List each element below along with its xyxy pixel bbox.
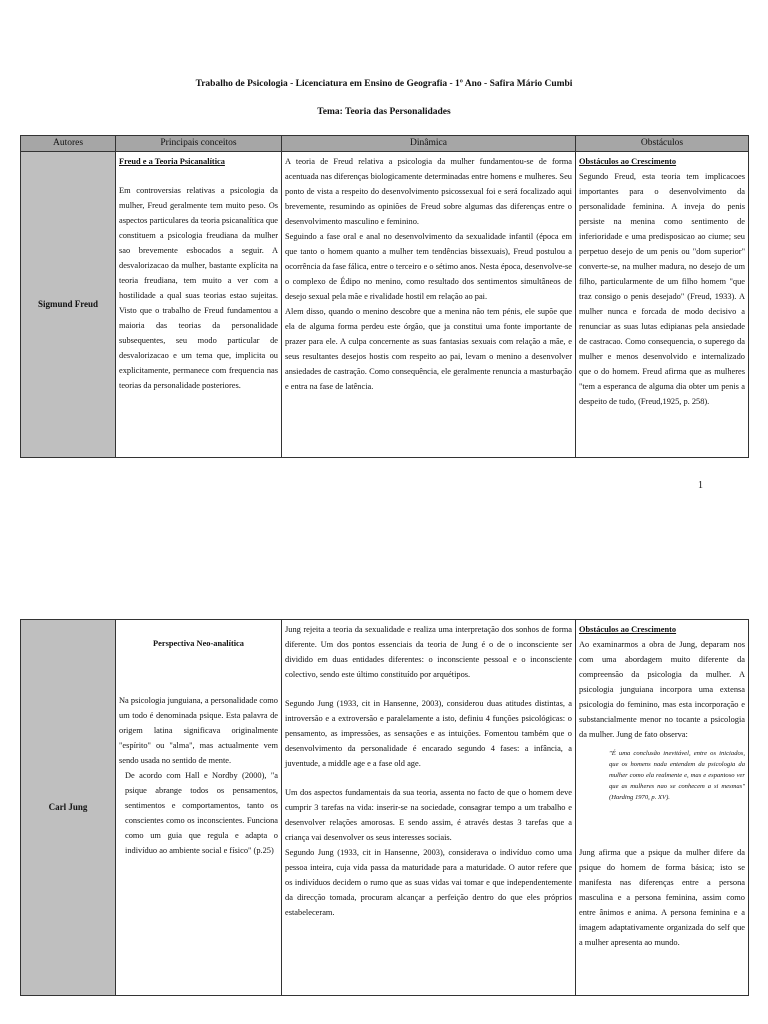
table-row bbox=[21, 152, 749, 458]
column-header-conceitos: Principais conceitos bbox=[116, 136, 282, 152]
obstacle-paragraph: Ao examinarmos a obra de Jung, deparam nos com uma abordagem muito diferente da compreensão da psicologia da mulher. A psicologia junguiana incorpora uma extensa psicologia do feminino, mas esta incorporação e substancialmente menor no tocante a psicologia da mulher. Jung de fato observa: bbox=[579, 640, 745, 739]
obstacles-cell bbox=[576, 152, 749, 458]
concept-title: Freud e a Teoria Psicanalítica bbox=[119, 157, 225, 166]
obstacle-title: Obstáculos ao Crescimento bbox=[579, 157, 677, 166]
concept-paragraph: De acordo com Hall e Nordby (2000), "a psique abrange todos os pensamentos, sentimentos e comportamentos, tanto os conscientes como os inconscientes. Funciona como um guia que regula e adapta o indivíduo ao ambiente social e físico" (p.25) bbox=[125, 771, 278, 855]
page-number: 1 bbox=[698, 480, 703, 491]
column-header-autores: Autores bbox=[21, 136, 116, 152]
dynamics-cell bbox=[282, 620, 576, 996]
dynamics-paragraph: Segundo Jung (1933, cit in Hansenne, 2003), considerou duas atitudes distintas, a introversão e a extroversão e paralelamente a isto, definiu 4 funções psicológicas: o pensamento, as impressões, as sensações e as intuições. Fomentou também que o desenvolvimento da personalidade é encarado segundo 4 fases: a infância, a juventude, a middle age e a fase old age. bbox=[285, 699, 572, 768]
document-subject: Tema: Teoria das Personalidades bbox=[317, 107, 451, 117]
dynamics-paragraph: Alem disso, quando o menino descobre que a menina não tem pénis, ele supõe que ela de alguma forma perdeu este órgão, que ja constitui uma fonte importante de prazer para ele. A culpa concernente as suas fantasias sexuais com relação a mãe, e seus resultantes desejos hostis com respeito ao pai, levam o menino a desenvolver ansiedades de castração. Como consequência, ele geralmente renuncia a masturbação e entra na fase de latência. bbox=[285, 307, 572, 391]
dynamics-paragraph: Jung rejeita a teoria da sexualidade e realiza uma interpretação dos sonhos de forma diferente. Um dos pontos essenciais da teoria de Jung é o de o inconsciente ser dividido em duas entidades diferentes: o inconsciente pessoal e o inconsciente colectivo, sendo este último constituído por arquétipos. bbox=[285, 625, 572, 679]
table-row bbox=[21, 620, 749, 996]
dynamics-paragraph: Segundo Jung (1933, cit in Hansenne, 2003), considerava o indivíduo como uma pessoa inteira, cuja vida passa da maturidade para a maturidade. O autor refere que os indivíduos decidem o rumo que as suas vidas vai tomar e que independentemente da direcção tomada, procuram alcançar a perfeição dentro do que eles próprios estabeleceram. bbox=[285, 848, 572, 917]
dynamics-paragraph: Um dos aspectos fundamentais da sua teoria, assenta no facto de que o homem deve cumprir 3 tarefas na vida: inserir-se na sociedade, consagrar tempo a um trabalho e desenvolver relações amorosas. E sendo assim, é através destas 3 tarefas que a criança vai desenvolver os seus interesses sociais. bbox=[285, 788, 572, 842]
obstacle-quote: "É uma conclusão inevitável, entre os iniciados, que os homens nada entendem da psicologia da mulher como ela realmente e, mas e espantoso ver que as mulheres nao se conhecem a si mesmas" (Harding 1970, p. XV). bbox=[609, 750, 745, 801]
obstacle-paragraph: Jung afirma que a psique da mulher difere da psique do homem de forma básica; isto se manifesta nas diferenças entre a persona masculina e a persona feminina, assim como entre ânimos e anima. A persona feminina e a imagem adaptativamente organizada do self que a mulher apresenta ao mundo. bbox=[579, 848, 745, 947]
table-header-row bbox=[21, 136, 749, 152]
personality-table-page2 bbox=[20, 619, 749, 996]
obstacle-title: Obstáculos ao Crescimento bbox=[579, 625, 677, 634]
column-header-obstaculos: Obstáculos bbox=[576, 136, 749, 152]
dynamics-cell bbox=[282, 152, 576, 458]
concept-title: Perspectiva Neo-analítica bbox=[153, 639, 244, 648]
obstacle-paragraph: Segundo Freud, esta teoria tem implicacoes importantes para o desenvolvimento da personalidade feminina. A inveja do penis persiste na menina como sentimento de inferioridade e uma predisposicao ao ciume; seu perpetuo desejo de um penis ou "dom superior" converte-se, na mulher madura, no desejo de um filho, particularmente de um filho homem "que traz consigo o penis desejado" (Freud, 1933). A mulher nunca e forcada de modo decisivo a renunciar as suas lutas edipianas pela ansiedade de castracao. Como consequencia, o superego da mulher e menos desenvolvido e internalizado que o do homem. Freud afirma que as mulheres "tem a esperanca de alguma dia obter um penis a despeito de tudo, (Freud,1925, p. 258). bbox=[579, 172, 745, 406]
author-cell: Sigmund Freud bbox=[21, 152, 116, 458]
obstacles-cell bbox=[576, 620, 749, 996]
concept-paragraph: Em controversias relativas a psicologia da mulher, Freud geralmente tem muito peso. Os aspectos particulares da teoria psicanalítica que constituem a psicologia freudiana da mulher sao brevemente esbocados a seguir. A desvalorizacao da mulher, bastante explícita na teoria freudiana, tem muito a ver com a hostilidade a qual suas teorias estao sujeitas. Visto que o trabalho de Freud fundamentou a maioria das teorias da personalidade subsequentes, seu modo particular de desvalorizacao e um tema que, implicita ou explicitamente, permanece com frequencia nas teorias da personalidade posteriores. bbox=[119, 186, 278, 390]
column-header-dinamica: Dinâmica bbox=[282, 136, 576, 152]
author-cell: Carl Jung bbox=[21, 620, 116, 996]
document-header: Trabalho de Psicologia - Licenciatura em Ensino de Geografia - 1º Ano - Safira Mário Cumbi bbox=[195, 79, 573, 89]
concepts-cell bbox=[116, 152, 282, 458]
dynamics-paragraph: Seguindo a fase oral e anal no desenvolvimento da sexualidade infantil (época em que tanto o homem quanto a mulher tem tendências bissexuais), Freud postulou a ocorrência da fase fálica, entre o terceiro e o sétimo anos. Nesta época, desenvolve-se o complexo de Édipo no menino, como resultado dos sentimentos simultâneos de desejo sexual pela mãe e rivalidade hostil em relação ao pai. bbox=[285, 232, 572, 301]
concepts-cell bbox=[116, 620, 282, 996]
dynamics-paragraph: A teoria de Freud relativa a psicologia da mulher fundamentou-se de forma acentuada nas diferenças biologicamente determinadas entre homens e mulheres. Seu ponto de vista a respeito do desenvolvimento psicossexual foi e será focalizado aqui brevemente, resumindo as opiniões de Freud sobre algumas das diferenças entre o desenvolvimento masculino e feminino. bbox=[285, 157, 572, 226]
personality-table-page1 bbox=[20, 135, 749, 458]
concept-paragraph: Na psicologia junguiana, a personalidade como um todo é denominada psique. Esta palavra de origem latina significava originalmente "espírito" ou "alma", mas actualmente vem sendo usada no sentido de mente. bbox=[119, 696, 278, 765]
